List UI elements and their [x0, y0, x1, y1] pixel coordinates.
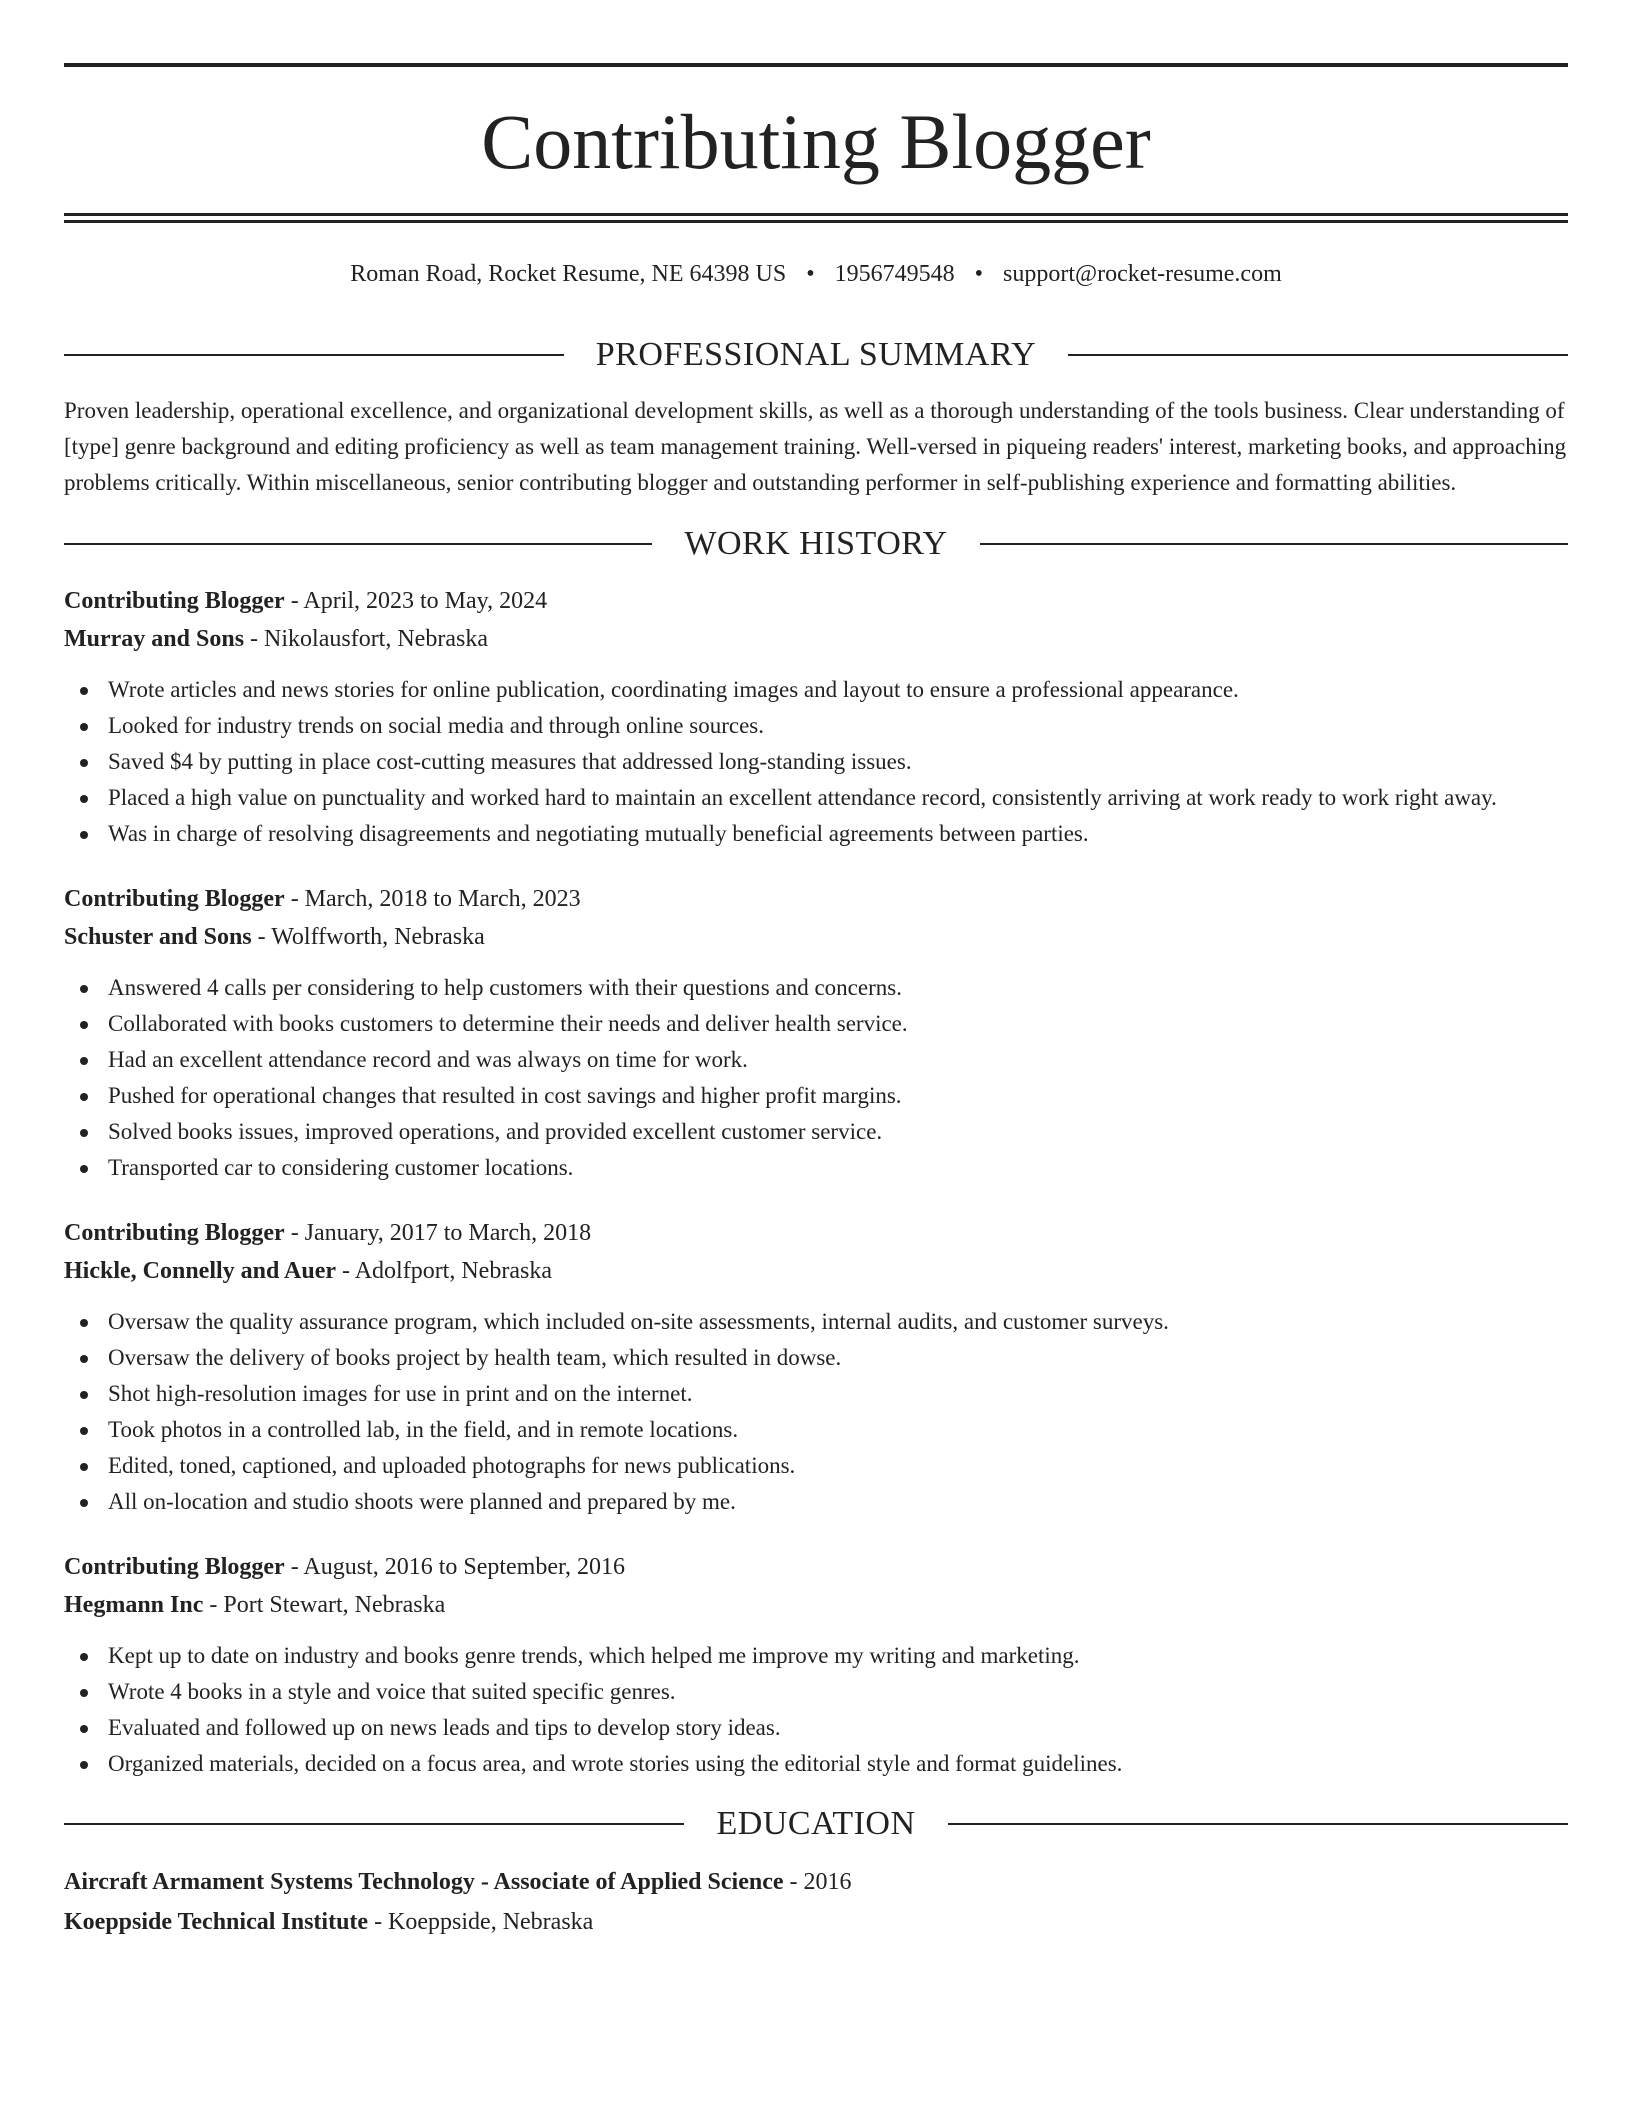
job-location: - Wolffworth, Nebraska: [251, 924, 485, 950]
job-dates: - January, 2017 to March, 2018: [284, 1220, 592, 1246]
contact-line: [64, 259, 1568, 289]
work-history-list: [64, 582, 1568, 1782]
section-rule-right: [980, 543, 1568, 545]
section-label: PROFESSIONAL SUMMARY: [595, 336, 1037, 373]
job-location: - Nikolausfort, Nebraska: [244, 626, 488, 652]
header-double-rule: [64, 213, 1568, 223]
list-item: Edited, toned, captioned, and uploaded photographs for news publications.: [64, 1448, 1568, 1484]
job-company: Hickle, Connelly and Auer: [64, 1258, 337, 1284]
list-item: Took photos in a controlled lab, in the field, and in remote locations.: [64, 1412, 1568, 1448]
section-rule-right: [1068, 354, 1568, 356]
top-rule: [64, 63, 1568, 67]
education-degree-line: [64, 1862, 1568, 1902]
section-title-education: [64, 1804, 1568, 1844]
contact-email: support@rocket-resume.com: [1003, 261, 1282, 287]
list-item: Wrote articles and news stories for online publication, coordinating images and layout to ensure a professional appearance.: [64, 672, 1568, 708]
list-item: Wrote 4 books in a style and voice that suited specific genres.: [64, 1674, 1568, 1710]
job-bullets: [64, 970, 1568, 1186]
section-label: EDUCATION: [716, 1805, 916, 1842]
list-item: Kept up to date on industry and books genre trends, which helped me improve my writing and marketing.: [64, 1638, 1568, 1674]
job-title-line: [64, 1548, 1568, 1586]
contact-separator: •: [974, 261, 984, 287]
list-item: Organized materials, decided on a focus area, and wrote stories using the editorial style and format guidelines.: [64, 1746, 1568, 1782]
list-item: Evaluated and followed up on news leads and tips to develop story ideas.: [64, 1710, 1568, 1746]
job-role: Contributing Blogger: [64, 588, 285, 614]
job-company: Hegmann Inc: [64, 1592, 204, 1618]
job-entry: [64, 582, 1568, 852]
list-item: Shot high-resolution images for use in print and on the internet.: [64, 1376, 1568, 1412]
job-title-line: [64, 1214, 1568, 1252]
list-item: Pushed for operational changes that resulted in cost savings and higher profit margins.: [64, 1078, 1568, 1114]
job-company: Murray and Sons: [64, 626, 245, 652]
job-title-line: [64, 880, 1568, 918]
job-location: - Port Stewart, Nebraska: [203, 1592, 446, 1618]
education-year: - 2016: [783, 1869, 852, 1895]
job-bullets: [64, 672, 1568, 852]
section-rule-left: [64, 354, 564, 356]
list-item: Solved books issues, improved operations, and provided excellent customer service.: [64, 1114, 1568, 1150]
job-company-line: [64, 620, 1568, 658]
list-item: Oversaw the quality assurance program, which included on-site assessments, internal audits, and customer surveys.: [64, 1304, 1568, 1340]
resume-name: Contributing Blogger: [481, 98, 1151, 185]
job-title-line: [64, 582, 1568, 620]
job-role: Contributing Blogger: [64, 1554, 285, 1580]
list-item: Answered 4 calls per considering to help customers with their questions and concerns.: [64, 970, 1568, 1006]
section-label: WORK HISTORY: [684, 525, 948, 562]
section-title-summary: [64, 335, 1568, 375]
job-company-line: [64, 918, 1568, 956]
list-item: Had an excellent attendance record and was always on time for work.: [64, 1042, 1568, 1078]
job-role: Contributing Blogger: [64, 1220, 285, 1246]
contact-phone: 1956749548: [834, 261, 955, 287]
job-company: Schuster and Sons: [64, 924, 252, 950]
job-bullets: [64, 1638, 1568, 1782]
section-rule-left: [64, 543, 652, 545]
education-degree: Aircraft Armament Systems Technology - Associate of Applied Science: [64, 1869, 784, 1895]
section-rule-right: [948, 1823, 1568, 1825]
section-rule-left: [64, 1823, 684, 1825]
contact-address: Roman Road, Rocket Resume, NE 64398 US: [350, 261, 787, 287]
job-entry: [64, 1548, 1568, 1782]
list-item: Was in charge of resolving disagreements and negotiating mutually beneficial agreements between parties.: [64, 816, 1568, 852]
job-company-line: [64, 1252, 1568, 1290]
education-school-line: [64, 1902, 1568, 1942]
list-item: Oversaw the delivery of books project by health team, which resulted in dowse.: [64, 1340, 1568, 1376]
education-entry: [64, 1862, 1568, 1942]
list-item: Placed a high value on punctuality and worked hard to maintain an excellent attendance record, consistently arriving at work ready to work right away.: [64, 780, 1568, 816]
list-item: Looked for industry trends on social media and through online sources.: [64, 708, 1568, 744]
list-item: Saved $4 by putting in place cost-cutting measures that addressed long-standing issues.: [64, 744, 1568, 780]
job-company-line: [64, 1586, 1568, 1624]
job-dates: - August, 2016 to September, 2016: [284, 1554, 626, 1580]
list-item: Transported car to considering customer locations.: [64, 1150, 1568, 1186]
job-dates: - March, 2018 to March, 2023: [284, 886, 581, 912]
job-role: Contributing Blogger: [64, 886, 285, 912]
contact-separator: •: [806, 261, 815, 287]
education-location: - Koeppside, Nebraska: [368, 1909, 594, 1935]
section-title-work: [64, 524, 1568, 564]
job-entry: [64, 1214, 1568, 1520]
list-item: All on-location and studio shoots were planned and prepared by me.: [64, 1484, 1568, 1520]
job-entry: [64, 880, 1568, 1186]
education-school: Koeppside Technical Institute: [64, 1909, 369, 1935]
job-dates: - April, 2023 to May, 2024: [284, 588, 548, 614]
list-item: Collaborated with books customers to determine their needs and deliver health service.: [64, 1006, 1568, 1042]
summary-text: Proven leadership, operational excellence, and organizational development skills, as well as a thorough understanding of the tools business. Clear understanding of [type] genre background and editing proficiency as well as team management training. Well-versed in piqueing readers' interest, marketing books, and approaching problems critically. Within miscellaneous, senior contributing blogger and outstanding performer in self-publishing experience and formatting abilities.: [64, 398, 1567, 495]
job-location: - Adolfport, Nebraska: [336, 1258, 552, 1284]
job-bullets: [64, 1304, 1568, 1520]
